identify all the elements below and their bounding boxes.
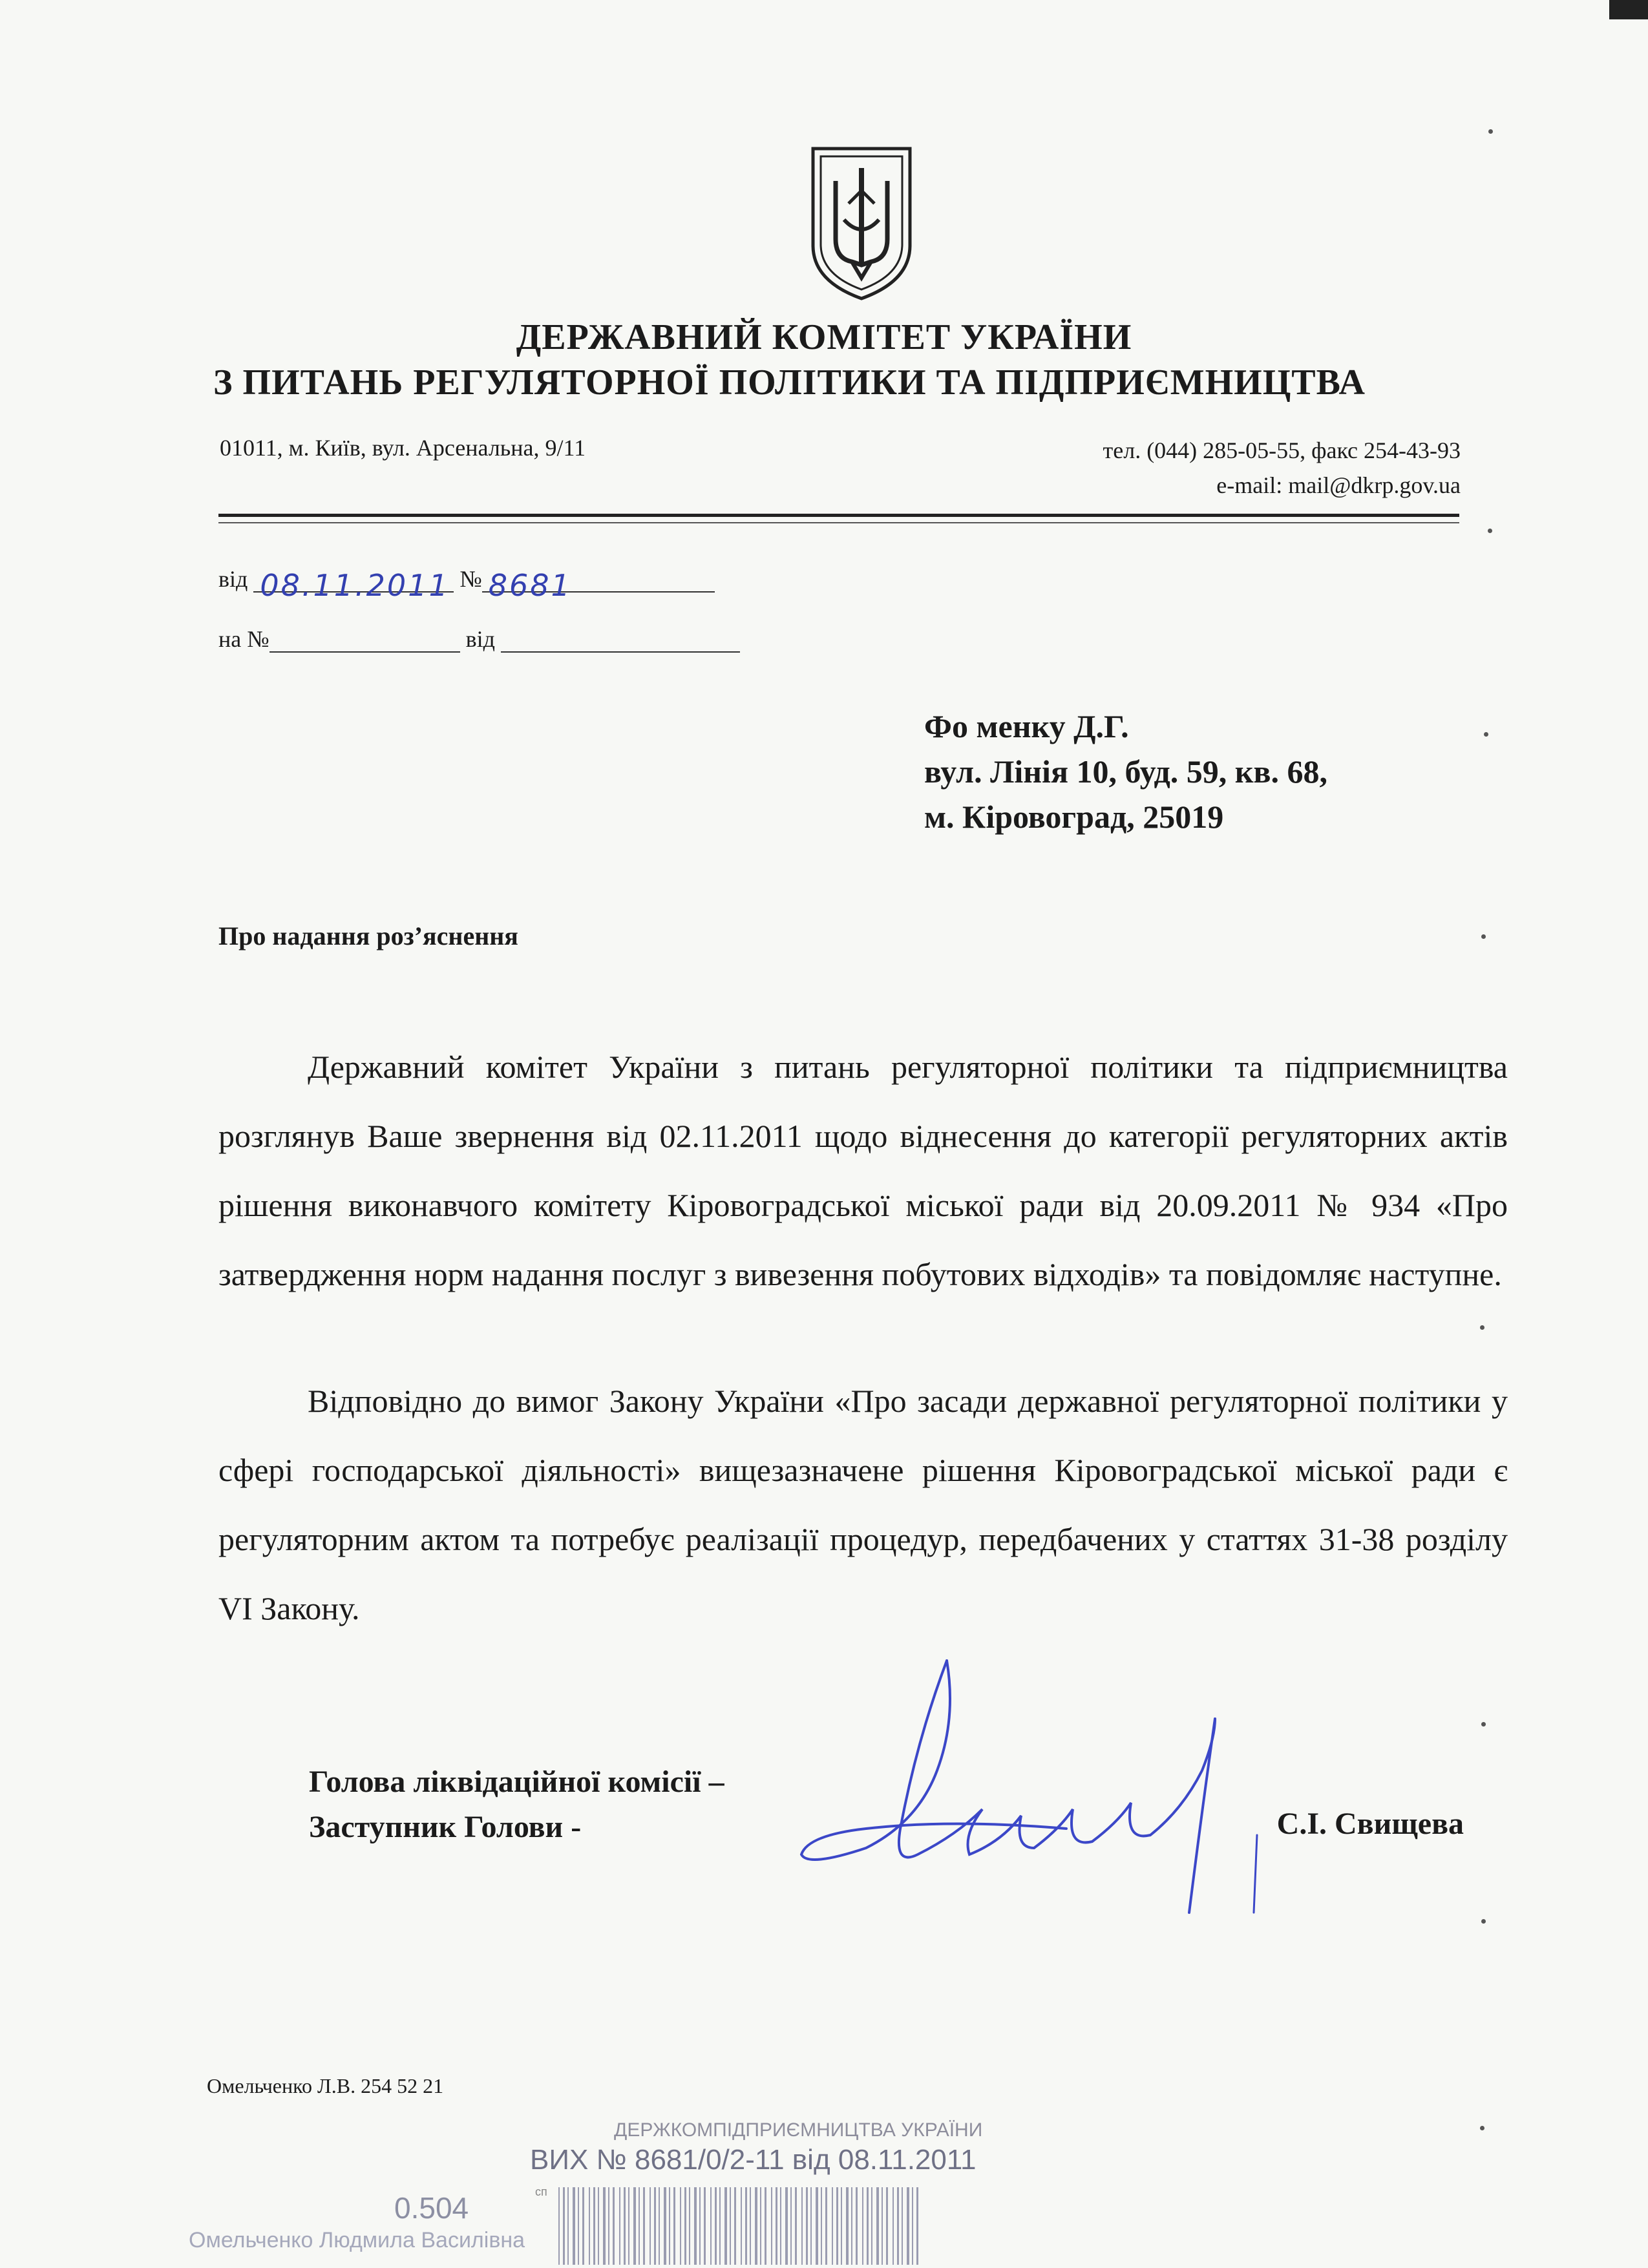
barcode-bar xyxy=(851,2187,852,2265)
barcode-bar xyxy=(780,2187,781,2265)
barcode-bar xyxy=(643,2187,645,2265)
barcode-bar xyxy=(741,2187,742,2265)
ref-reply-label: на № xyxy=(218,626,269,652)
barcode-bar xyxy=(734,2187,736,2265)
barcode-bar xyxy=(821,2187,822,2265)
barcode-bar xyxy=(856,2187,858,2265)
barcode-bar xyxy=(699,2187,701,2265)
barcode-bar xyxy=(816,2187,818,2265)
ref-date-field xyxy=(253,568,454,603)
barcode-bar xyxy=(776,2187,777,2265)
barcode-bar xyxy=(694,2187,697,2265)
barcode-bar xyxy=(790,2187,792,2265)
barcode-bar xyxy=(730,2187,731,2265)
incoming-reference xyxy=(218,625,740,653)
registration-stamp-org: ДЕРЖКОМПІДПРИЄМНИЦТВА УКРАЇНИ xyxy=(614,2119,983,2141)
registration-stamp-code: 0.504 xyxy=(394,2191,469,2225)
barcode-bar xyxy=(867,2187,869,2265)
ref-reply-date-field xyxy=(501,628,740,653)
barcode-bar xyxy=(650,2187,651,2265)
barcode-bar xyxy=(578,2187,579,2265)
barcode-bar xyxy=(669,2187,670,2265)
barcode-bar xyxy=(882,2187,883,2265)
barcode-bar xyxy=(801,2187,803,2265)
registration-stamp-number: ВИХ № 8681/0/2-11 від 08.11.2011 xyxy=(530,2144,977,2176)
letter-subject: Про надання роз’яснення xyxy=(218,921,518,950)
barcode-bar xyxy=(689,2187,690,2265)
barcode-bar xyxy=(598,2187,599,2265)
barcode-bar xyxy=(832,2187,833,2265)
executor-contact: Омельченко Л.В. 254 52 21 xyxy=(207,2074,444,2097)
recipient-street: вул. Лінія 10, буд. 59, кв. 68, xyxy=(924,753,1328,790)
barcode-bar xyxy=(608,2187,609,2265)
barcode-bar xyxy=(897,2187,899,2265)
signatory-name: С.І. Свищева xyxy=(1276,1807,1464,1841)
barcode-bar xyxy=(704,2187,706,2265)
recipient-city: м. Кіровоград, 25019 xyxy=(924,799,1224,835)
barcode-bar xyxy=(673,2187,675,2265)
ref-reply-number-field xyxy=(269,628,460,653)
barcode-bar xyxy=(563,2187,565,2265)
header-rule-thin xyxy=(218,522,1459,523)
body-paragraph-1: Державний комітет України з питань регуляторної політики та підприємництва розглянув Ваше звернення від 02.11.2011 щодо віднесення до категорії регуляторних актів рішення виконавчого комітету Кіровоградської міської ради від 20.09.2011 № 934 «Про затвердження норм надання послуг з вивезення побутових відходів» та повідомляє наступне. xyxy=(218,1049,1508,1292)
barcode-bar xyxy=(862,2187,863,2265)
barcode-bar xyxy=(582,2187,584,2265)
scan-speck xyxy=(1481,1722,1486,1727)
barcode-bar xyxy=(893,2187,894,2265)
barcode-bar xyxy=(573,2187,575,2265)
barcode-bar xyxy=(664,2187,666,2265)
barcode-bar xyxy=(619,2187,620,2265)
handwritten-signature xyxy=(788,1641,1370,1926)
outgoing-reference xyxy=(218,565,715,603)
barcode-bar xyxy=(659,2187,660,2265)
barcode-bar xyxy=(771,2187,772,2265)
barcode-bar xyxy=(912,2187,913,2265)
barcode-bar xyxy=(841,2187,842,2265)
registration-barcode xyxy=(555,2181,929,2268)
barcode-bar xyxy=(825,2187,827,2265)
barcode-bar xyxy=(654,2187,656,2265)
org-name-line2: З ПИТАНЬ РЕГУЛЯТОРНОЇ ПОЛІТИКИ ТА ПІДПРИЄМНИЦТВА xyxy=(213,362,1366,403)
barcode-bar xyxy=(628,2187,629,2265)
scan-speck xyxy=(1481,934,1486,939)
org-email: e-mail: mail@dkrp.gov.ua xyxy=(1216,472,1461,498)
barcode-bar xyxy=(633,2187,636,2265)
scan-speck xyxy=(1488,129,1493,134)
trident-coat-of-arms-icon xyxy=(807,142,916,304)
ref-number-label: № xyxy=(460,566,482,592)
scan-speck xyxy=(1480,2126,1484,2130)
org-address: 01011, м. Київ, вул. Арсенальна, 9/11 xyxy=(220,435,586,461)
barcode-bar xyxy=(810,2187,812,2265)
registration-stamp-sp-mark: сп xyxy=(535,2185,547,2198)
barcode-bar xyxy=(745,2187,747,2265)
scan-speck xyxy=(1481,1919,1486,1924)
barcode-bar xyxy=(710,2187,712,2265)
barcode-bar xyxy=(593,2187,595,2265)
header-rule xyxy=(218,514,1459,517)
body-paragraph-2: Відповідно до вимог Закону України «Про засади державної регуляторної політики у сфері господарської діяльності» вищезазначене рішення Кіровоградської міської ради є регуляторним актом та потребує реалізації процедур, передбачених у статтях 31-38 розділу VI Закону. xyxy=(218,1383,1508,1626)
barcode-bar xyxy=(715,2187,717,2265)
barcode-bar xyxy=(876,2187,879,2265)
scan-speck xyxy=(1480,1325,1484,1330)
signatory-title-line1: Голова ліквідаційної комісії – xyxy=(309,1765,724,1799)
signatory-title-line2: Заступник Голови - xyxy=(309,1810,582,1844)
barcode-bar xyxy=(624,2187,626,2265)
barcode-bar xyxy=(806,2187,808,2265)
barcode-bar xyxy=(916,2187,918,2265)
ref-number-field xyxy=(482,568,715,603)
org-name-line1: ДЕРЖАВНИЙ КОМІТЕТ УКРАЇНИ xyxy=(516,317,1132,357)
barcode-bar xyxy=(719,2187,721,2265)
barcode-bar xyxy=(680,2187,681,2265)
scan-speck xyxy=(1488,529,1492,533)
ref-number: 8681 xyxy=(488,568,572,603)
org-phone-fax: тел. (044) 285-05-55, факс 254-43-93 xyxy=(1103,437,1461,463)
barcode-bar xyxy=(603,2187,606,2265)
barcode-bar xyxy=(589,2187,590,2265)
barcode-bar xyxy=(567,2187,569,2265)
barcode-bar xyxy=(750,2187,751,2265)
barcode-bar xyxy=(871,2187,872,2265)
barcode-bar xyxy=(886,2187,888,2265)
barcode-bar xyxy=(846,2187,849,2265)
barcode-bar xyxy=(795,2187,797,2265)
barcode-bar xyxy=(902,2187,903,2265)
ref-from-label: від xyxy=(218,566,248,592)
barcode-bar xyxy=(765,2187,766,2265)
barcode-bar xyxy=(836,2187,838,2265)
scan-speck xyxy=(1484,732,1488,737)
barcode-bar xyxy=(907,2187,909,2265)
barcode-bar xyxy=(760,2187,761,2265)
barcode-bar xyxy=(558,2187,560,2265)
barcode-bar xyxy=(613,2187,615,2265)
ref-date: 08.11.2011 xyxy=(260,568,450,603)
barcode-bar xyxy=(755,2187,757,2265)
registration-stamp-person: Омельченко Людмила Василівна xyxy=(189,2228,525,2252)
ref-reply-from-label: від xyxy=(465,626,495,652)
recipient-name: Фо менку Д.Г. xyxy=(924,708,1129,744)
barcode-bar xyxy=(684,2187,686,2265)
barcode-bar xyxy=(785,2187,788,2265)
barcode-bar xyxy=(724,2187,727,2265)
barcode-bar xyxy=(639,2187,640,2265)
scan-corner-mark xyxy=(1609,0,1648,19)
